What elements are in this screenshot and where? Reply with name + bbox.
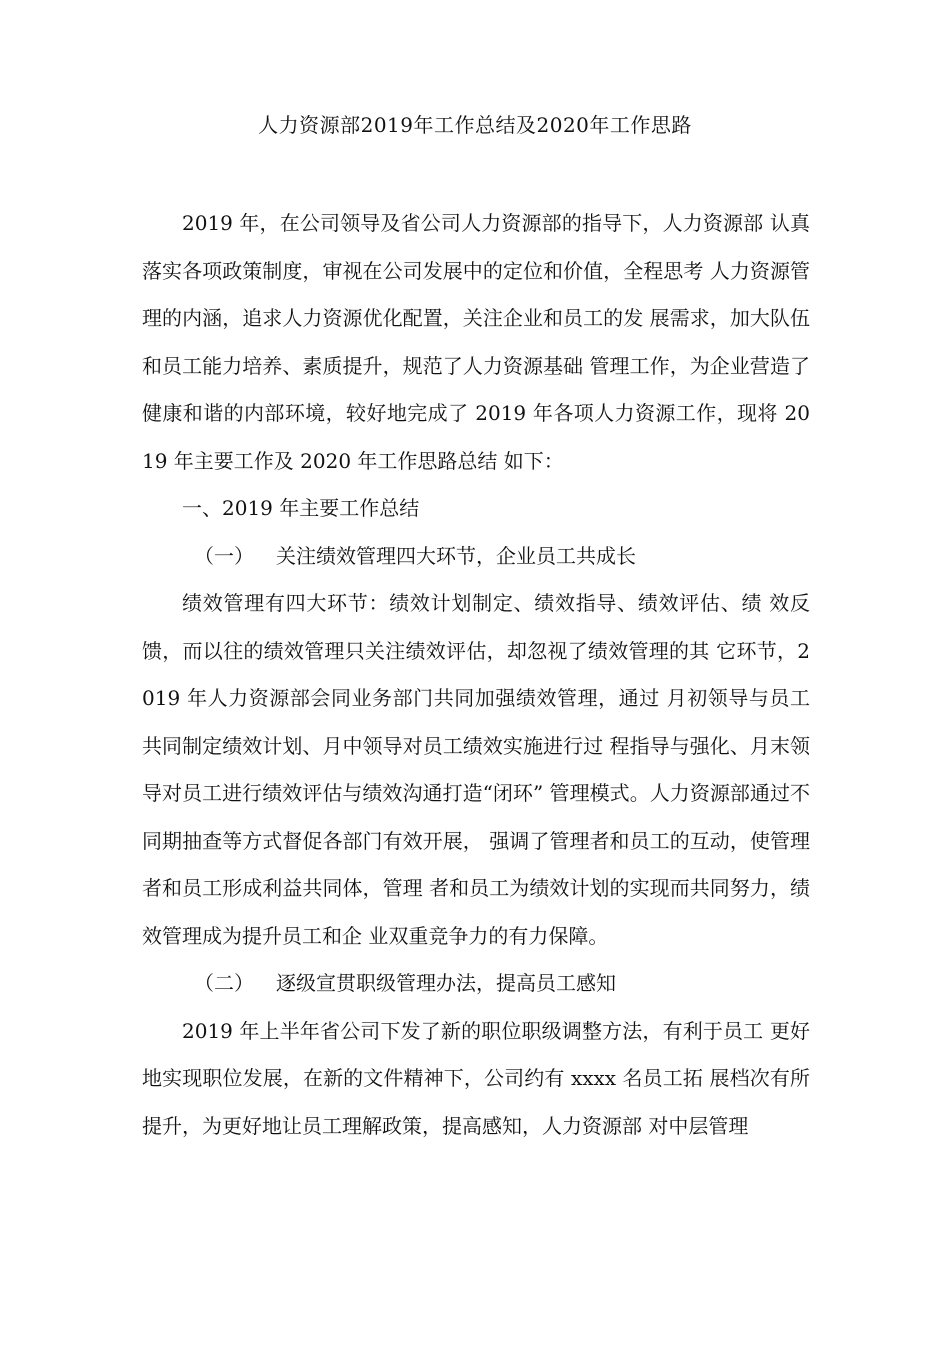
- subsection-number-1: （一）: [194, 543, 254, 568]
- document-body: [142, 200, 810, 1150]
- intro-paragraph: 2019 年，在公司领导及省公司人力资源部的指导下，人力资源部 认真落实各项政策制度，审视在公司发展中的定位和价值，全程思考 人力资源管理的内涵，追求人力资源优化配置，关注企业和员工的发 展需求，加大队伍和员工能力培养、素质提升，规范了人力资源基础 管理工作，为企业营造了健康和谐的内部环境，较好地完成了 2019 年各项人力资源工作，现将 2019 年主要工作及 2020 年工作思路总结 如下：: [142, 211, 810, 473]
- subsection-paragraph-1: 绩效管理有四大环节：绩效计划制定、绩效指导、绩效评估、绩 效反馈，而以往的绩效管理只关注绩效评估，却忽视了绩效管理的其 它环节，2019 年人力资源部会同业务部门共同加强绩效管理，通过 月初领导与员工共同制定绩效计划、月中领导对员工绩效实施进行过 程指导与强化、月末领导对员工进行绩效评估与绩效沟通打造“闭环” 管理模式。人力资源部通过不同期抽查等方式督促各部门有效开展， 强调了管理者和员工的互动，使管理者和员工形成利益共同体，管理 者和员工为绩效计划的实现而共同努力，绩效管理成为提升员工和企 业双重竞争力的有力保障。: [142, 591, 810, 948]
- subsection-title-2: 逐级宣贯职级管理办法，提高员工感知: [276, 971, 616, 995]
- section-heading-1: 一、2019 年主要工作总结: [182, 496, 420, 520]
- subsection-paragraph-2: 2019 年上半年省公司下发了新的职位职级调整方法，有利于员工 更好地实现职位发展，在新的文件精神下，公司约有 xxxx 名员工拓 展档次有所提升，为更好地让员工理解政策，提高感知，人力资源部 对中层管理: [142, 1018, 810, 1138]
- subsection-number-2: （二）: [194, 971, 254, 995]
- subsection-title-1: 关注绩效管理四大环节，企业员工共成长: [276, 543, 636, 568]
- subsection-heading-2: [142, 960, 810, 1008]
- document-title: 人力资源部2019年工作总结及2020年工作思路: [258, 113, 692, 137]
- subsection-heading-1: [142, 533, 810, 581]
